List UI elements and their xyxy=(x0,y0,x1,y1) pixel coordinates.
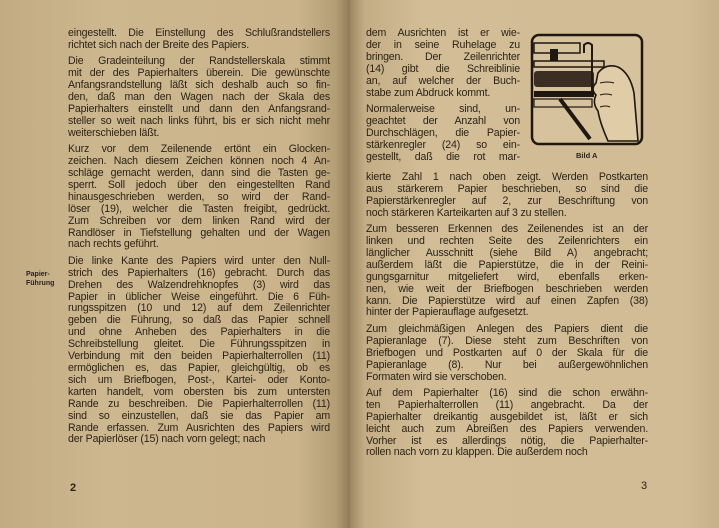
paragraph xyxy=(68,56,330,139)
text-line: Papieranlage (8). Nur bei außergewöhnlichen xyxy=(366,358,648,371)
paragraph xyxy=(366,28,520,99)
text-line: Verbindung mit den beiden Papierhalterrollen (11) xyxy=(68,350,330,363)
text-line: Papierhalter dreikantig ausgebildet ist, läßt er sich xyxy=(366,410,648,423)
text-line: sperrt. Soll jedoch über den eingestellten Rand xyxy=(68,178,330,191)
text-line: Briefbogen und Postkarten auf 0 der Skala für die xyxy=(366,346,648,359)
text-line: außerdem läßt die Papierstütze, die in der Reini- xyxy=(366,258,648,271)
text-line: Durchschlägen, die Papier- xyxy=(366,126,520,139)
text-line: Normalerweise sind, un- xyxy=(366,102,520,115)
text-line: geben die Führung, so daß das Papier schnell xyxy=(68,314,330,327)
text-line: Kurz vor dem Zeilenende ertönt ein Glocken- xyxy=(68,143,330,156)
left-text-column xyxy=(68,28,330,451)
text-line: bringen. Der Zeilenrichter xyxy=(366,50,520,63)
text-line: der in seine Ruhelage zu xyxy=(366,38,520,51)
margin-note-papierfuehrung xyxy=(26,270,64,288)
text-line: dem Ausrichten ist er wie- xyxy=(366,27,520,39)
text-line: hinter der Papierauflage aufgesetzt. xyxy=(366,306,529,319)
text-line: Zum gleichmäßigen Anlegen des Papiers dient die xyxy=(366,322,648,335)
page-number-right: 3 xyxy=(641,480,648,492)
text-line: Rande zu beschreiben. Die Papierhalterrollen (11) xyxy=(68,397,330,410)
text-line: der Papierlöser (15) nach vorn gelegt; nach xyxy=(68,433,266,446)
figure-bild-a-illustration xyxy=(530,33,644,146)
text-line: ten Papierhalterrollen (11) angebracht. Da der xyxy=(366,398,648,411)
text-line: Formaten wird sie verschoben. xyxy=(366,370,507,383)
text-line: Drehen des Walzendrehknopfes (3) wird das xyxy=(68,278,330,291)
text-line: Auf dem Papierhalter (16) sind die schon erwähn- xyxy=(366,386,648,399)
right-text-column-wrapped xyxy=(366,28,520,163)
text-line: weiterschieben läßt. xyxy=(68,126,160,139)
paragraph xyxy=(68,256,330,447)
margin-note-line: Papier- xyxy=(26,271,50,278)
text-line: und ohne Anheben des Papierhalters in die xyxy=(68,326,330,339)
text-line: strich des Papierhalters (16) gebracht. Durch das xyxy=(68,266,330,279)
text-line: Die Gradeinteilung der Randstellerskala stimmt xyxy=(68,55,330,68)
text-line: Papierstärkenregler auf 2, zur Beschriftung von xyxy=(366,194,648,207)
paragraph xyxy=(366,104,520,164)
page-number-left: 2 xyxy=(70,482,77,494)
text-line: ermöglichen es, das Papier, gleichgültig, ob es xyxy=(68,361,330,374)
text-line: länglicher Ausschnitt (siehe Bild A) angebracht; xyxy=(366,246,648,259)
text-line: Die linke Kante des Papiers wird unter den Null- xyxy=(68,254,330,267)
text-line: hinausgeschrieben werden, so wird der Rand- xyxy=(68,190,330,203)
text-line: linken und rechten Seite des Zeilenrichters ein xyxy=(366,235,648,248)
text-line: Schreibstellung gleitet. Die Führungsspitzen in xyxy=(68,338,330,351)
paragraph xyxy=(68,144,330,251)
text-line: mit der des Papierhalters überein. Die gewünschte xyxy=(68,67,330,80)
text-line: karten handelt, vom obersten bis zum untersten xyxy=(68,385,330,398)
text-line: gestellt, daß die rot mar- xyxy=(366,150,520,163)
text-line: kierte Zahl 1 nach oben zeigt. Werden Postkarten xyxy=(366,171,648,183)
text-line: rollen nach vorn zu klappen. Die außerdem noch xyxy=(366,446,588,459)
text-line: Papierhalters einstellt und dann den Anfangsrand- xyxy=(68,102,330,115)
text-line: Papier in üblicher Weise eingeführt. Die 6 Füh- xyxy=(68,290,330,303)
text-line: leicht auch zum Abreißen des Papiers verwenden. xyxy=(366,422,648,435)
text-line: Papieranlage (7). Diese steht zum Beschriften von xyxy=(366,334,648,347)
text-line: richtet sich nach der Breite des Papiers. xyxy=(68,38,250,51)
text-line: steller so weit nach links führt, bis er sich nicht mehr xyxy=(68,114,330,127)
paragraph xyxy=(366,172,648,220)
text-line: zeichen. Nach diesem Zeichen können noch 4 An- xyxy=(68,155,330,168)
text-line: Rande erfassen. Zum Ausrichten des Papiers wird xyxy=(68,421,330,434)
text-line: rungsspitzen (10 und 12) auf dem Zeilenrichter xyxy=(68,302,330,315)
text-line: gungsgarnitur mitgeliefert wird, ebenfalls erken- xyxy=(366,270,648,283)
text-line: Vorher ist es allerdings nötig, die Papierhalter- xyxy=(366,434,648,447)
paragraph xyxy=(366,324,648,384)
text-line: nen, wie weit der Briefbogen beschrieben werden xyxy=(366,282,648,295)
text-line: sind so einzustellen, daß sie das Papier am xyxy=(68,409,330,422)
text-line: nach rechts geführt. xyxy=(68,238,159,251)
text-line: schläge gemacht werden, dann sind die Tasten ge- xyxy=(68,166,330,179)
figure-caption: Bild A xyxy=(576,151,598,160)
text-line: Zum Schreiben vor dem linken Rand wird der xyxy=(68,214,330,227)
text-line: Anfangsrandstellung läßt sich deshalb auch so fin- xyxy=(68,79,330,92)
text-line: aus stärkerem Papier beschrieben, so sind die xyxy=(366,182,648,195)
text-line: (14) gibt die Schreiblinie xyxy=(366,62,520,75)
margin-note-line: Führung xyxy=(26,280,55,287)
text-line: kann. Die Papierstütze wird auf einen Zapfen (38) xyxy=(366,294,648,307)
text-line: löser (19), welcher die Tasten freigibt, gedrückt. xyxy=(68,202,330,215)
text-line: den, daß man den Wagen nach der Skala des xyxy=(68,91,330,104)
right-text-column xyxy=(366,172,648,464)
paragraph xyxy=(366,388,648,459)
text-line: noch stärkeren Karteikarten auf 3 zu stellen. xyxy=(366,206,567,219)
text-line: Zum besseren Erkennen des Zeilenendes ist an der xyxy=(366,223,648,236)
text-line: eingestellt. Die Einstellung des Schlußrandstellers xyxy=(68,27,330,39)
text-line: sich um Briefbogen, Post-, Kartei- oder Konto- xyxy=(68,373,330,386)
text-line: an, auf welcher der Buch- xyxy=(366,74,520,87)
text-line: Randlöser in Tiefstellung gehalten und der Wagen xyxy=(68,226,330,239)
paragraph xyxy=(366,224,648,319)
text-line: geachtet der Anzahl von xyxy=(366,114,520,127)
text-line: stabe zum Abdruck kommt. xyxy=(366,86,491,99)
text-line: stärkenregler (24) so ein- xyxy=(366,138,520,151)
paragraph xyxy=(68,28,330,52)
